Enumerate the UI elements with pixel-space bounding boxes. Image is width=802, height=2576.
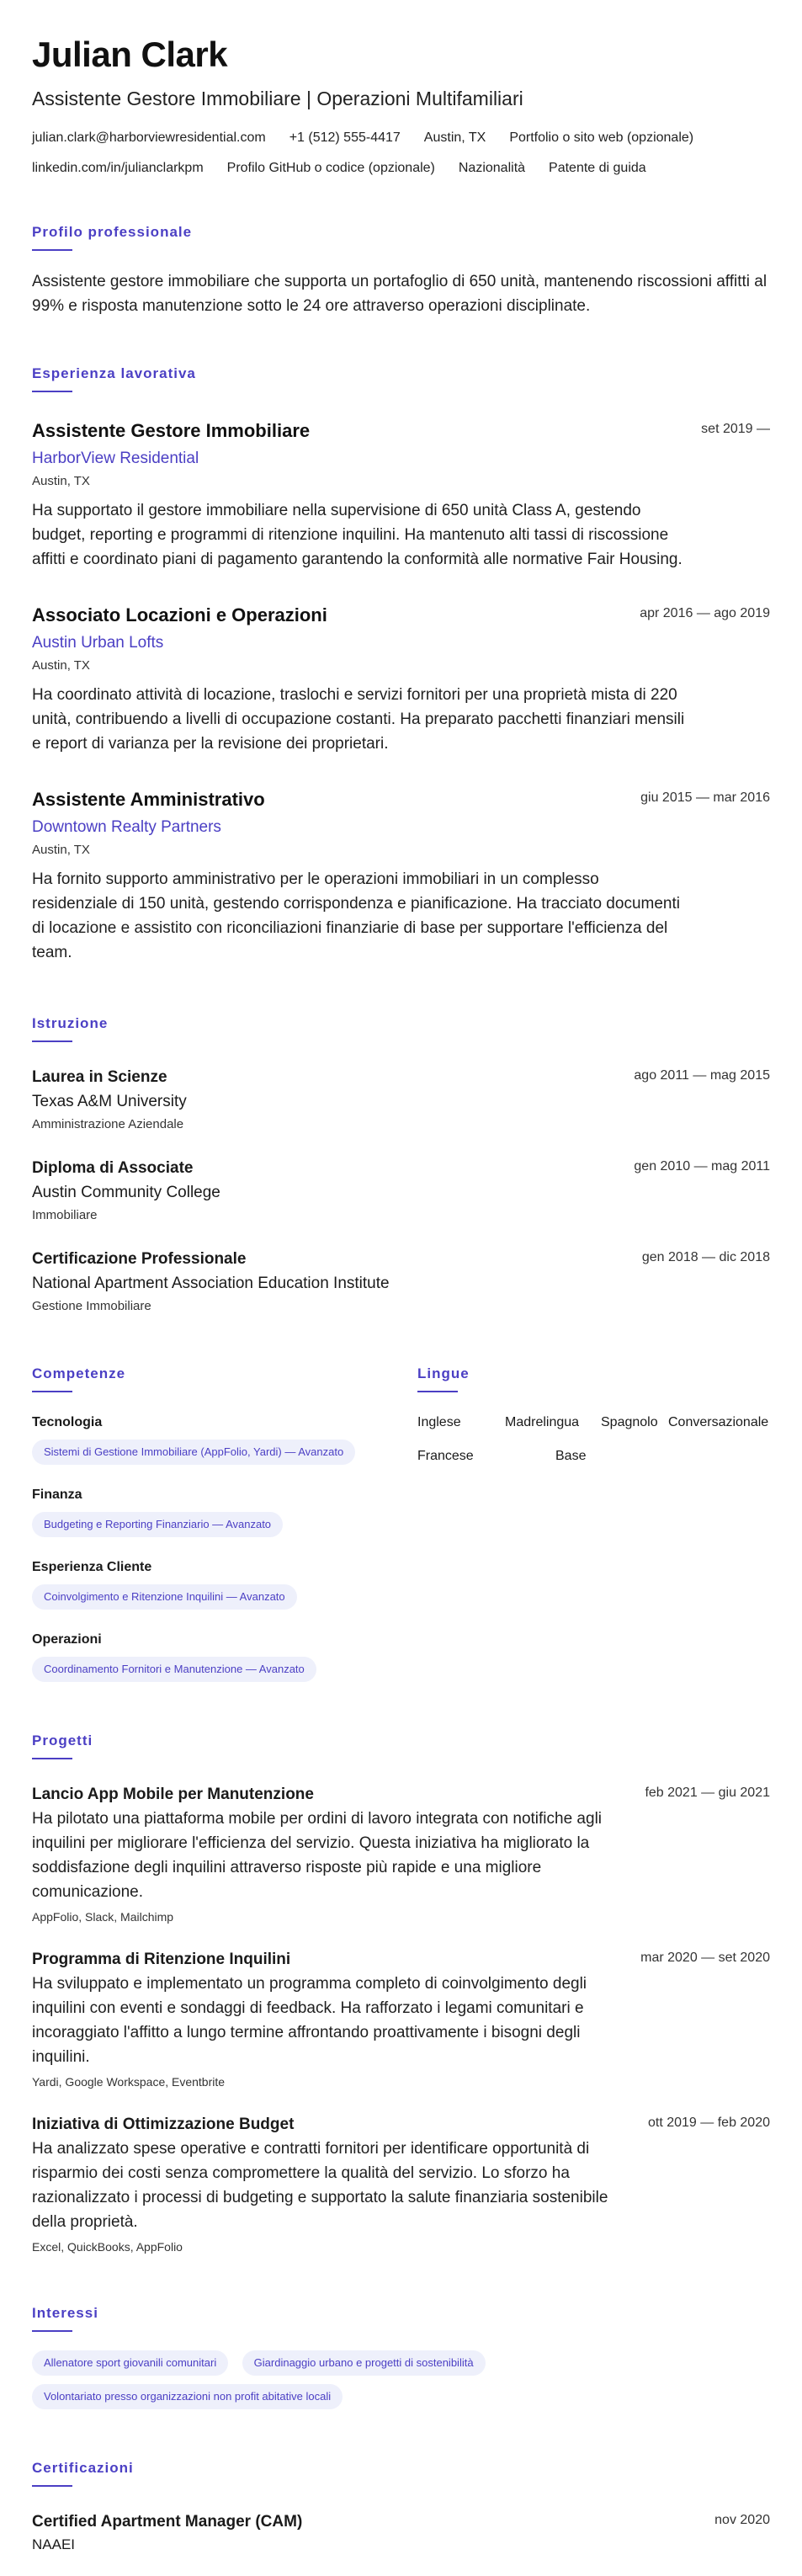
section-title-projects: Progetti [32,1732,93,1748]
project-tech: Excel, QuickBooks, AppFolio [32,2240,183,2254]
project-item [32,1785,770,1924]
edu-degree: Diploma di Associate [32,1159,194,1177]
skill-category: Operazioni [32,1632,102,1647]
certification-issuer: NAAEI [32,2536,76,2552]
contact-list [32,130,770,177]
skill-pill: Coinvolgimento e Ritenzione Inquilini — Avanzato [32,1584,297,1610]
language-row [417,1414,770,1431]
language-row [417,1448,770,1465]
job-description: Ha fornito supporto amministrativo per le operazioni immobiliari in un complesso residenziale di 150 unità, gestendo corrispondenza e pianificazione. Ha tracciato documenti di locazione e assistito con riconciliazioni finanziarie di base per supportare l'efficienza del team. [32,870,680,961]
section-divider [417,1391,458,1392]
project-tech: AppFolio, Slack, Mailchimp [32,1910,174,1924]
profile-summary: Assistente gestore immobiliare che supporta un portafoglio di 650 unità, mantenendo riscossioni affitti al 99% e risposta manutenzione sotto le 24 ore attraverso operazioni disciplinate. [32,273,767,315]
interest-pill: Volontariato presso organizzazioni non profit abitative locali [32,2384,343,2409]
job-dates: apr 2016 — ago 2019 [640,606,770,620]
edu-degree: Certificazione Professionale [32,1250,247,1268]
section-divider [32,2330,72,2332]
edu-field: Gestione Immobiliare [32,1299,151,1313]
project-description: Ha analizzato spese operative e contratti fornitori per identificare opportunità di risparmio dei costi senza compromettere la qualità del servizio. Lo sforzo ha razionalizzato i processi di budgeting e supportato la salute finanziaria sostenibile della proprietà. [32,2140,608,2231]
experience-list [32,419,770,965]
language-name: Spagnolo [601,1415,658,1429]
project-name: Iniziativa di Ottimizzazione Budget [32,2116,295,2133]
job-description: Ha supportato il gestore immobiliare nella supervisione di 650 unità Class A, gestendo budget, reporting e programmi di ritenzione inquilini. Ha mantenuto alti tassi di riscossione affitti e coordinato piani di pagamento garantendo la conformità alle normative Fair Housing. [32,502,682,568]
interest-list [32,2342,770,2409]
projects-section [32,1732,770,2254]
edu-school: Texas A&M University [32,1093,187,1110]
section-title-experience: Esperienza lavorativa [32,365,196,381]
edu-dates: gen 2010 — mag 2011 [634,1159,770,1174]
certifications-section [32,2460,770,2554]
contact-phone[interactable]: +1 (512) 555-4417 [289,130,401,145]
experience-item [32,419,770,572]
contact-location: Austin, TX [423,130,486,145]
contact-github[interactable]: Profilo GitHub o codice (opzionale) [226,161,435,175]
experience-item [32,604,770,756]
edu-field: Amministrazione Aziendale [32,1117,184,1131]
skill-category: Esperienza Cliente [32,1560,152,1574]
edu-dates: gen 2018 — dic 2018 [641,1250,770,1264]
section-title-languages: Lingue [417,1365,470,1381]
contact-portfolio[interactable]: Portfolio o sito web (opzionale) [509,130,694,145]
job-location: Austin, TX [32,843,90,857]
contact-linkedin[interactable]: linkedin.com/in/julianclarkpm [32,161,204,175]
project-tech: Yardi, Google Workspace, Eventbrite [32,2075,226,2089]
skill-group [32,1414,394,1465]
project-description: Ha pilotato una piattaforma mobile per ordini di lavoro integrata con notifiche agli inquilini per migliorare l'efficienza del servizio. Questa iniziativa ha migliorato la soddisfazione degli inquilini attraverso risposte più rapide e una migliore comunicazione. [32,1810,603,1901]
skill-group [32,1559,394,1610]
project-description: Ha sviluppato e implementato un programma completo di coinvolgimento degli inquilini con eventi e sondaggi di feedback. Ha rafforzato i legami comunitari e incoraggiato l'affitto a lungo termine affrontando proattivamente i bisogni degli inquilini. [32,1975,587,2066]
edu-degree: Laurea in Scienze [32,1068,167,1086]
job-dates: set 2019 — [701,422,770,436]
skill-pill: Budgeting e Reporting Finanziario — Avanzato [32,1512,283,1537]
skill-group [32,1487,394,1537]
job-company: HarborView Residential [32,450,199,467]
candidate-name: Julian Clark [32,35,228,74]
edu-school: National Apartment Association Education Institute [32,1275,390,1292]
job-description: Ha coordinato attività di locazione, traslochi e servizi fornitori per una proprietà mista di 220 unità, contribuendo a livelli di occupazione costanti. Ha preparato pacchetti finanziari mensili e report di varianza per la revisione dei proprietari. [32,686,685,753]
job-company: Austin Urban Lofts [32,634,164,652]
contact-email[interactable]: julian.clark@harborviewresidential.com [32,130,266,145]
job-role: Assistente Amministrativo [32,789,265,810]
project-dates: feb 2021 — giu 2021 [645,1786,770,1800]
contact-nationality: Nazionalità [458,161,526,175]
project-dates: ott 2019 — feb 2020 [648,2116,770,2130]
job-location: Austin, TX [32,474,90,488]
certification-date: nov 2020 [714,2513,770,2527]
section-title-profile: Profilo professionale [32,224,193,240]
education-section [32,1015,770,1315]
section-divider [32,249,72,251]
section-divider [32,1758,72,1759]
interest-pill: Allenatore sport giovanili comunitari [32,2350,228,2376]
skill-group [32,1631,394,1682]
edu-dates: ago 2011 — mag 2015 [634,1068,770,1083]
language-level: Conversazionale [668,1415,769,1429]
language-name: Inglese [417,1415,461,1429]
education-item [32,1158,770,1224]
section-divider [32,1041,72,1042]
section-title-certifications: Certificazioni [32,2460,134,2476]
education-item [32,1249,770,1315]
certification-item [32,2512,770,2554]
edu-field: Immobiliare [32,1208,98,1222]
project-name: Programma di Ritenzione Inquilini [32,1951,291,1968]
candidate-headline: Assistente Gestore Immobiliare | Operazioni Multifamiliari [32,88,523,109]
section-title-interests: Interessi [32,2305,98,2321]
job-location: Austin, TX [32,658,90,673]
experience-item [32,788,770,965]
skill-category: Tecnologia [32,1415,103,1429]
job-role: Assistente Gestore Immobiliare [32,420,311,441]
profile-section [32,224,770,318]
languages-section [417,1315,770,1682]
language-level: Madrelingua [505,1415,580,1429]
edu-school: Austin Community College [32,1184,220,1201]
resume-header [32,34,770,177]
section-title-skills: Competenze [32,1365,126,1381]
job-company: Downtown Realty Partners [32,818,221,836]
section-title-education: Istruzione [32,1015,109,1031]
skills-languages-row [32,1315,770,1682]
interest-pill: Giardinaggio urbano e progetti di sostenibilità [242,2350,486,2376]
section-divider [32,391,72,392]
education-item [32,1067,770,1133]
section-divider [32,2485,72,2487]
project-item [32,2115,770,2254]
skills-section [32,1315,394,1682]
certification-name: Certified Apartment Manager (CAM) [32,2513,303,2531]
project-dates: mar 2020 — set 2020 [640,1951,770,1965]
skill-pill: Sistemi di Gestione Immobiliare (AppFolio, Yardi) — Avanzato [32,1440,355,1465]
contact-license: Patente di guida [549,161,646,175]
interests-section [32,2305,770,2409]
section-divider [32,1391,72,1392]
project-item [32,1950,770,2089]
skill-pill: Coordinamento Fornitori e Manutenzione — Avanzato [32,1657,316,1682]
job-role: Associato Locazioni e Operazioni [32,604,327,625]
language-name: Francese [417,1449,474,1463]
skill-category: Finanza [32,1488,82,1502]
experience-section [32,365,770,965]
job-dates: giu 2015 — mar 2016 [640,790,770,805]
project-name: Lancio App Mobile per Manutenzione [32,1786,314,1803]
language-level: Base [555,1449,587,1463]
